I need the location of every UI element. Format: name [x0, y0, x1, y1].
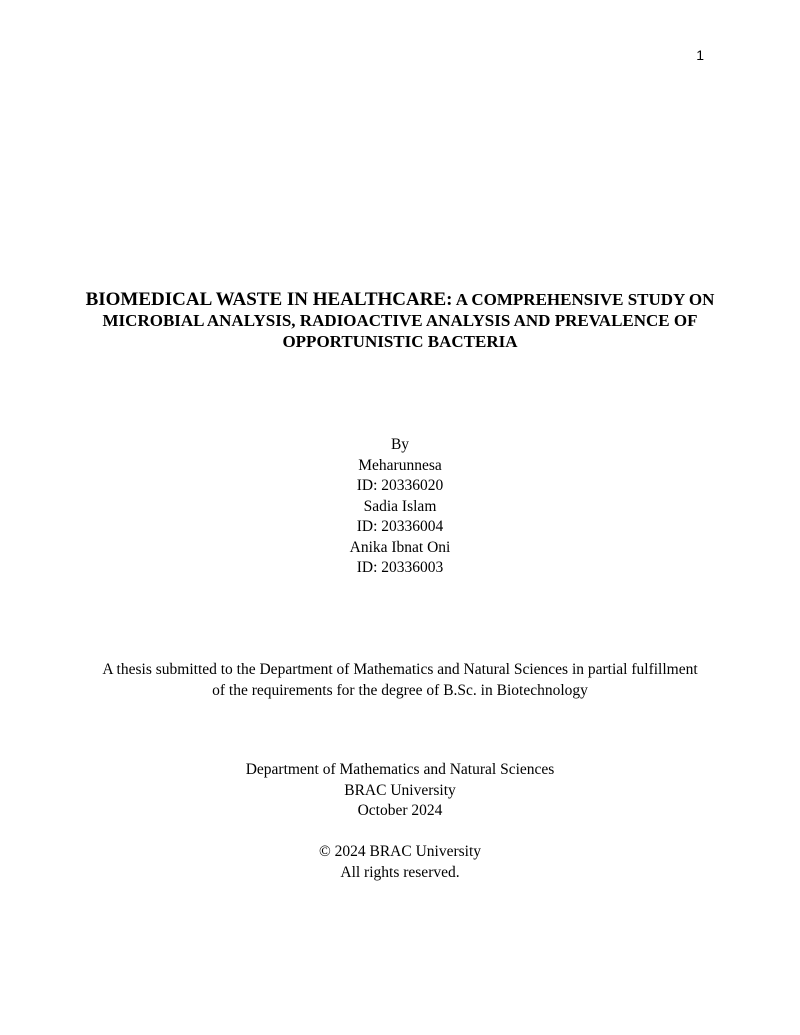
- title-sub: A COMPREHENSIVE STUDY ON MICROBIAL ANALYSIS, RADIOACTIVE ANALYSIS AND PREVALENCE OF OPPORTUNISTIC BACTERIA: [102, 290, 715, 351]
- author-id: ID: 20336003: [356, 559, 444, 576]
- copyright-block: [200, 842, 600, 883]
- statement-line-2: of the requirements for the degree of B.Sc. in Biotechnology: [212, 681, 588, 699]
- thesis-title: [60, 289, 740, 352]
- department-name: Department of Mathematics and Natural Sciences: [245, 761, 555, 778]
- author-name: Sadia Islam: [363, 497, 437, 515]
- statement-line-1: A thesis submitted to the Department of Mathematics and Natural Sciences in partial fulfillment: [102, 661, 698, 678]
- by-label: By: [390, 436, 410, 453]
- authors-block: [200, 435, 600, 579]
- submission-date: October 2024: [357, 802, 443, 819]
- page-number: 1: [696, 47, 704, 63]
- institution-block: [200, 760, 600, 822]
- title-main: BIOMEDICAL WASTE IN HEALTHCARE:: [85, 289, 453, 310]
- copyright-notice: © 2024 BRAC University: [318, 843, 482, 860]
- author-name: Anika Ibnat Oni: [349, 538, 451, 556]
- author-id: ID: 20336004: [356, 518, 444, 535]
- author-id: ID: 20336020: [356, 477, 444, 494]
- university-name: BRAC University: [344, 781, 456, 799]
- rights-reserved: All rights reserved.: [340, 863, 460, 881]
- author-name: Meharunnesa: [358, 456, 442, 474]
- submission-statement: [80, 660, 720, 701]
